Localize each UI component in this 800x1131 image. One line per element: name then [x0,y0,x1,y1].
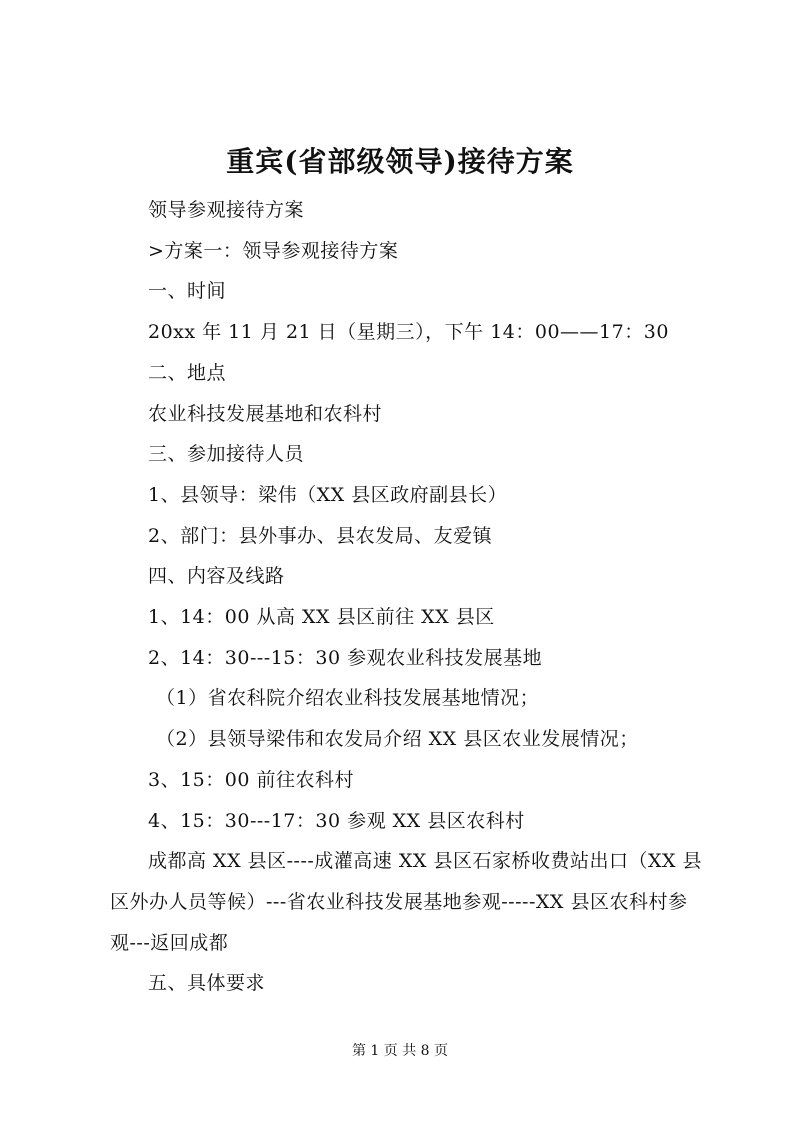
section-heading-location: 二、地点 [148,361,227,384]
paragraph-route-step-2: 2、14：30---15：30 参观农业科技发展基地 [148,646,543,669]
paragraph-route-step-3: 3、15：00 前往农科村 [148,768,354,791]
document-title: 重宾(省部级领导)接待方案 [226,145,574,178]
paragraph-time-value: 20xx 年 11 月 21 日（星期三），下午 14：00——17：30 [148,321,669,344]
paragraph-route-summary: 成都高 XX 县区----成灌高速 XX 县区石家桥收费站出口（XX 县区外办人员等候）---省农业科技发展基地参观-----XX 县区农科村参观---返回成都 [110,850,703,954]
document-body [110,190,710,1004]
section-heading-time: 一、时间 [148,280,227,303]
section-heading-attendees: 三、参加接待人员 [148,443,305,466]
paragraph-location-value: 农业科技发展基地和农科村 [148,402,383,425]
section-heading-requirements: 五、具体要求 [148,972,266,995]
paragraph-route-substep-2: （2）县领导梁伟和农发局介绍 XX 县区农业发展情况； [156,728,639,751]
paragraph-route-step-4: 4、15：30---17：30 参观 XX 县区农科村 [148,809,525,832]
paragraph-attendee-leader: 1、县领导：梁伟（XX 县区政府副县长） [148,483,508,506]
paragraph-route-substep-1: （1）省农科院介绍农业科技发展基地情况； [156,687,540,710]
paragraph-plan-one: >方案一：领导参观接待方案 [148,239,399,262]
paragraph-attendee-departments: 2、部门：县外事办、县农发局、友爱镇 [148,524,493,547]
section-heading-route: 四、内容及线路 [148,565,285,588]
page-number: 第 1 页 共 8 页 [351,1043,449,1059]
paragraph-route-step-1: 1、14：00 从高 XX 县区前往 XX 县区 [148,606,495,629]
paragraph-intro: 领导参观接待方案 [148,199,305,221]
